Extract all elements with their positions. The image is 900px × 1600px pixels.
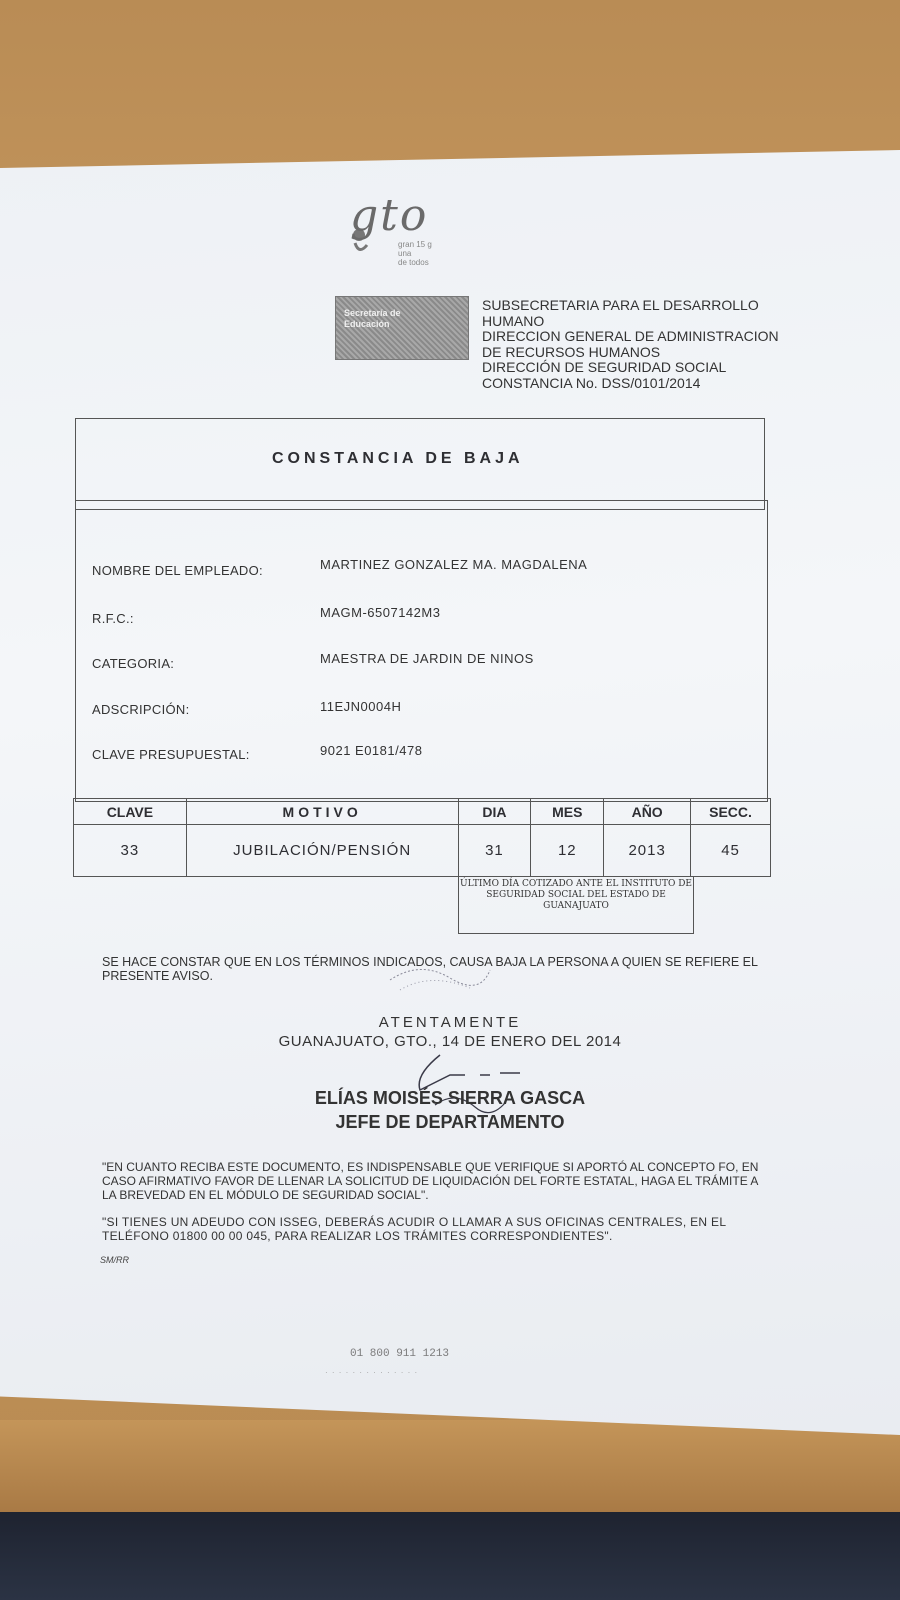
rfc-value: MAGM-6507142M3 [320,605,441,620]
forte-notice: "EN CUANTO RECIBA ESTE DOCUMENTO, ES INDISPENSABLE QUE VERIFIQUE SI APORTÓ AL CONCEPTO FO, EN CASO AFIRMATIVO FAVOR DE LLENAR LA SOLICITUD DE LIQUIDACIÓN DEL FORTE ESTATAL, HAGA EL TRÁMITE A LA BREVEDAD EN EL MÓDULO DE SEGURIDAD SOCIAL". [102,1160,759,1202]
cell-clave: 33 [74,825,187,877]
footer-faint-line: · · · · · · · · · · · · · · [325,1368,419,1377]
rfc-label: R.F.C.: [92,611,134,626]
clave-presupuestal-label: CLAVE PRESUPUESTAL: [92,747,250,762]
header-secc: SECC. [691,799,771,825]
constancia-statement: SE HACE CONSTAR QUE EN LOS TÉRMINOS INDICADOS, CAUSA BAJA LA PERSONA A QUIEN SE REFIERE EL PRESENTE AVISO. [102,955,758,983]
nombre-label: NOMBRE DEL EMPLEADO: [92,563,263,578]
baja-table [73,798,771,877]
clave-presupuestal-value: 9021 E0181/478 [320,743,423,758]
header-clave: CLAVE [74,799,187,825]
logo-tagline: gran 15 g una de todos [398,240,432,267]
document-title: CONSTANCIA DE BAJA [272,450,524,467]
signer-name: ELÍAS MOISÉS SIERRA GASCA [314,1088,586,1108]
cell-mes: 12 [531,825,604,877]
header-mes: MES [531,799,604,825]
cell-secc: 45 [691,825,771,877]
nombre-value: MARTINEZ GONZALEZ MA. MAGDALENA [320,557,588,572]
signer-title: JEFE DE DEPARTAMENTO [335,1112,565,1132]
letterhead-line: DIRECCION GENERAL DE ADMINISTRACION [482,328,779,344]
header-dia: DIA [458,799,531,825]
cell-motivo: JUBILACIÓN/PENSIÓN [186,825,458,877]
letterhead-line: SUBSECRETARIA PARA EL DESARROLLO [482,297,759,313]
header-motivo: MOTIVO [186,799,458,825]
desk-surface [0,1420,900,1512]
categoria-label: CATEGORIA: [92,656,175,671]
adscripcion-label: ADSCRIPCIÓN: [92,702,190,717]
cell-anio: 2013 [604,825,691,877]
categoria-value: MAESTRA DE JARDIN DE NINOS [320,651,534,666]
header-anio: AÑO [604,799,691,825]
table-header-row [74,799,771,825]
footer-phone: 01 800 911 1213 [350,1348,450,1360]
initials: SM/RR [100,1255,129,1265]
letterhead [482,298,812,391]
seal-text: Secretaría de Educación [344,308,401,329]
letterhead-line: HUMANO [482,312,545,329]
cotizado-note: ÚLTIMO DÍA COTIZADO ANTE EL INSTITUTO DE SEGURIDAD SOCIAL DEL ESTADO DE GUANAJUATO [458,876,694,934]
dark-background [0,1512,900,1600]
stamp-mark-icon [380,950,500,1000]
logo-wordmark: gto [350,190,429,241]
adscripcion-value: 11EJN0004H [320,699,402,714]
place-date: GUANAJUATO, GTO., 14 DE ENERO DEL 2014 [278,1033,622,1050]
letterhead-line: DIRECCIÓN DE SEGURIDAD SOCIAL [482,359,727,375]
letterhead-line: DE RECURSOS HUMANOS [482,343,661,360]
isseg-notice: "SI TIENES UN ADEUDO CON ISSEG, DEBERÁS ACUDIR O LLAMAR A SUS OFICINAS CENTRALES, EN EL TELÉFONO 01800 00 00 045, PARA REALIZAR LOS TRÁMITES CORRESPONDIENTES". [102,1215,726,1243]
constancia-number: CONSTANCIA No. DSS/0101/2014 [482,374,701,391]
table-row [74,825,771,877]
atentamente: ATENTAMENTE [378,1014,522,1031]
cell-dia: 31 [458,825,531,877]
